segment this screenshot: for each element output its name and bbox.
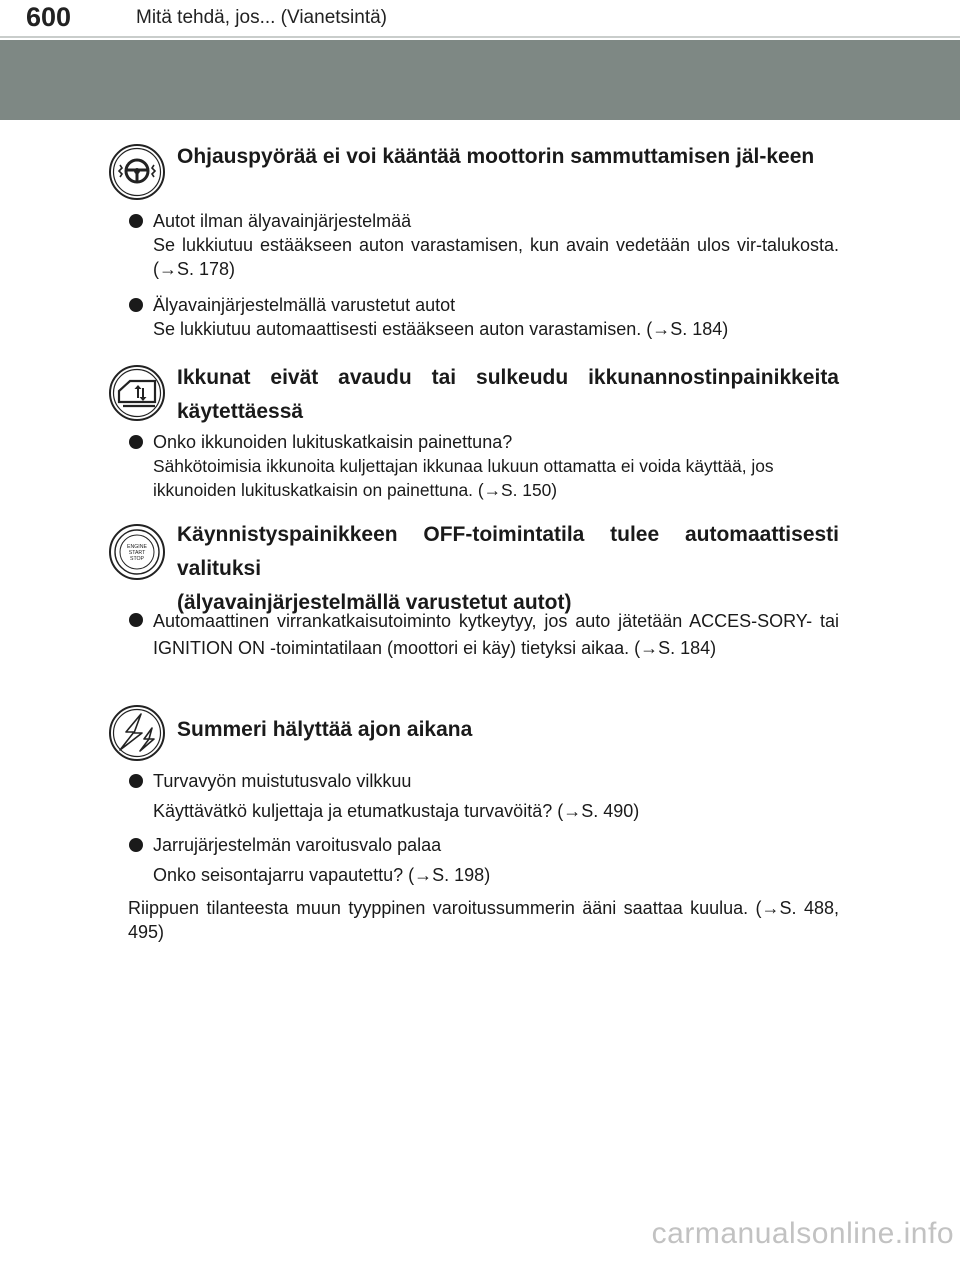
icon-label: START (128, 550, 146, 556)
item-text: Automaattinen virrankatkaisutoiminto kytkeytyy, jos auto jätetään ACCES-SORY- tai IGNITION ON -toimintatilaan (moottori ei käy) tietyksi aikaa. (→S. 184) (153, 611, 839, 658)
item-text: Onko seisontajarru vapautettu? (→S. 198) (153, 865, 491, 885)
list-item (153, 833, 839, 887)
section-title: Ikkunat eivät avaudu tai sulkeudu ikkunannostinpainikkeita käytettäessä (177, 366, 839, 423)
item-heading: Jarrujärjestelmän varoitusvalo palaa (153, 835, 442, 855)
bullet (129, 774, 143, 788)
item-heading: Autot ilman älyavainjärjestelmää (153, 211, 412, 231)
icon-label: STOP (129, 556, 145, 562)
section-title (177, 518, 839, 620)
page-title: Mitä tehdä, jos... (Vianetsintä) (136, 7, 387, 28)
bullet (129, 613, 143, 627)
bullet (129, 838, 143, 852)
steering-wheel-icon (108, 143, 166, 201)
section-title-main: Käynnistyspainikkeen OFF-toimintatila tulee automaattisesti valituksi (177, 523, 839, 580)
watermark: carmanualsonline.info (651, 1217, 954, 1250)
item-heading: Onko ikkunoiden lukituskatkaisin painettuna? (153, 432, 513, 452)
list-item (153, 293, 839, 341)
icon-label: ENGINE (127, 544, 147, 550)
item-heading: Turvavyön muistutusvalo vilkkuu (153, 771, 412, 791)
bullet (129, 435, 143, 449)
header-divider (0, 36, 960, 38)
section-subtitle: (älyavainjärjestelmällä varustetut autot) (177, 591, 572, 614)
item-text: Se lukkiutuu automaattisesti estääkseen auton varastamisen. (→S. 184) (153, 319, 729, 339)
section-note: Riippuen tilanteesta muun tyyppinen varoitussummerin ääni saattaa kuulua. (→S. 488, 495) (128, 898, 839, 942)
page-header (0, 0, 960, 36)
item-text: Sähkötoimisia ikkunoita kuljettajan ikkunaa lukuun ottamatta ei voida käyttää, jos ikkunoiden lukituskatkaisin on painettuna. (→S. 150) (153, 456, 774, 500)
list-item (153, 430, 839, 502)
item-heading: Älyavainjärjestelmällä varustetut autot (153, 295, 456, 315)
list-item (153, 608, 839, 661)
section-title: Ohjauspyörää ei voi kääntää moottorin sammuttamisen jäl-keen (177, 145, 815, 168)
page-number: 600 (26, 2, 72, 32)
section-title: Summeri hälyttää ajon aikana (177, 718, 473, 741)
list-item (153, 769, 839, 823)
buzzer-icon (108, 704, 166, 762)
engine-start-button-icon (108, 523, 166, 581)
bullet (129, 298, 143, 312)
window-switch-icon (108, 364, 166, 422)
item-text: Käyttävätkö kuljettaja ja etumatkustaja turvavöitä? (→S. 490) (153, 801, 640, 821)
bullet (129, 214, 143, 228)
header-band (0, 40, 960, 120)
list-item (153, 209, 839, 281)
item-text: Se lukkiutuu estääkseen auton varastamisen, kun avain vedetään ulos vir-talukosta. (→S. 178) (153, 235, 839, 279)
